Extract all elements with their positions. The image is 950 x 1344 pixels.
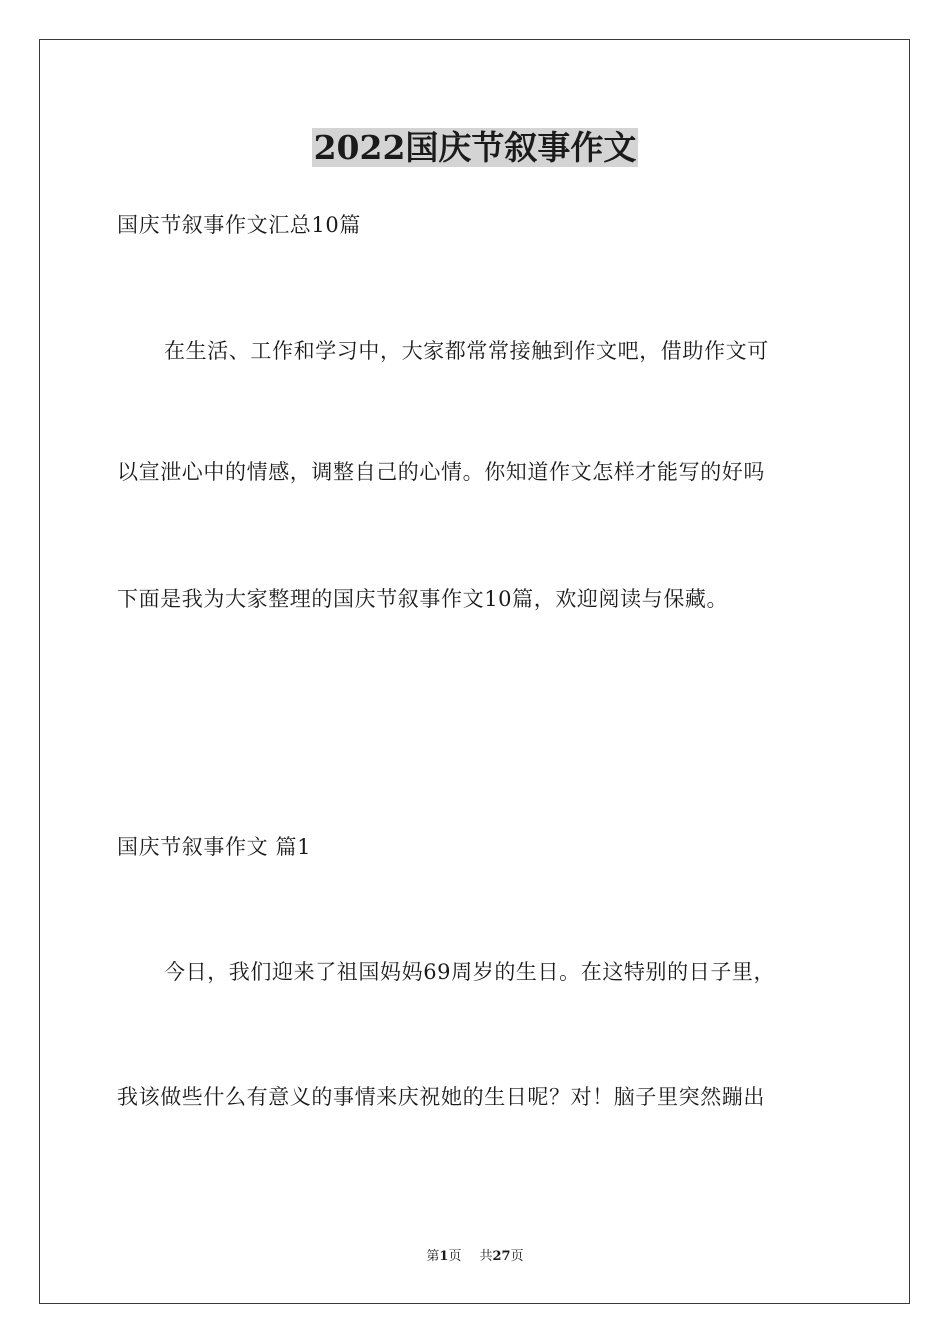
document-title: [0, 128, 950, 168]
page-prefix: 第: [426, 1249, 440, 1264]
total-suffix: 页: [510, 1249, 524, 1264]
paragraph-line: 在生活、工作和学习中，大家都常常接触到作文吧，借助作文可: [164, 339, 769, 363]
subtitle-line: 国庆节叙事作文汇总10篇: [117, 213, 361, 237]
page-footer: [0, 1249, 950, 1265]
section-heading: 国庆节叙事作文 篇1: [117, 835, 312, 859]
page-suffix: 页: [448, 1249, 462, 1264]
paragraph-line: 下面是我为大家整理的国庆节叙事作文10篇，欢迎阅读与保藏。: [117, 587, 729, 611]
paragraph-line: 今日，我们迎来了祖国妈妈69周岁的生日。在这特别的日子里，: [164, 960, 776, 984]
total-page-count: 27: [492, 1249, 511, 1264]
paragraph-line: 以宣泄心中的情感，调整自己的心情。你知道作文怎样才能写的好吗: [117, 460, 765, 484]
current-page-number: 1: [439, 1249, 449, 1264]
paragraph-line: 我该做些什么有意义的事情来庆祝她的生日呢？对！脑子里突然蹦出: [117, 1085, 765, 1109]
total-prefix: 共: [479, 1249, 493, 1264]
title-text: 2022国庆节叙事作文: [313, 128, 637, 167]
